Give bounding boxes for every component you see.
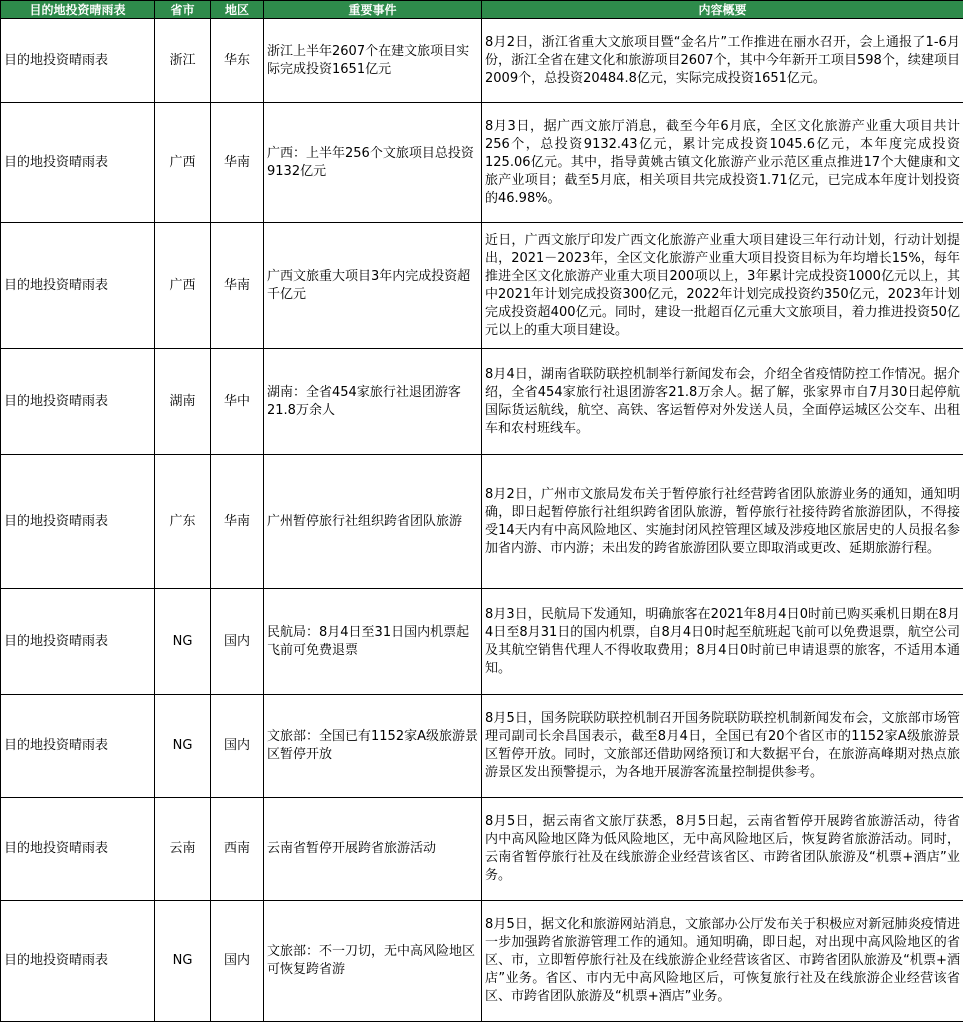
cell-summary: 8月3日，据广西文旅厅消息，截至今年6月底，全区文化旅游产业重大项目共计256个，总投资9132.43亿元，累计完成投资1045.6亿元，本年度完成投资125.06亿元。其中，指导黄姚古镇文化旅游产业示范区重点推进17个大健康和文旅产业项目；截至5月底，相关项目共完成投资1.71亿元，已完成本年度计划投资的46.98%。: [482, 103, 963, 223]
cell-province: 广东: [155, 455, 211, 589]
cell-event: 文旅部：全国已有1152家A级旅游景区暂停开放: [264, 695, 482, 798]
cell-region: 国内: [211, 901, 264, 1022]
cell-event: 广西文旅重大项目3年内完成投资超千亿元: [264, 223, 482, 349]
cell-summary: 8月5日，国务院联防联控机制召开国务院联防联控机制新闻发布会，文旅部市场管理司副司长余昌国表示，截至8月4日，全国已有20个省区市的1152家A级旅游景区暂停开放。同时，文旅部还借助网络预订和大数据平台，在旅游高峰期对热点旅游景区发出预警提示，为各地开展游客流量控制提供参考。: [482, 695, 963, 798]
cell-region: 西南: [211, 798, 264, 901]
cell-province: 湖南: [155, 349, 211, 455]
cell-province: 浙江: [155, 19, 211, 103]
table-row: [1, 103, 963, 223]
cell-region: 国内: [211, 695, 264, 798]
cell-event: 浙江上半年2607个在建文旅项目实际完成投资1651亿元: [264, 19, 482, 103]
table-row: [1, 19, 963, 103]
cell-region: 华中: [211, 349, 264, 455]
cell-category: 目的地投资晴雨表: [1, 695, 155, 798]
table-row: [1, 901, 963, 1022]
cell-event: 湖南：全省454家旅行社退团游客21.8万余人: [264, 349, 482, 455]
cell-summary: 8月2日，浙江省重大文旅项目暨“金名片”工作推进在丽水召开，会上通报了1-6月份，浙江全省在建文化和旅游项目2607个，其中今年新开工项目598个，续建项目2009个，总投资20484.8亿元，实际完成投资1651亿元。: [482, 19, 963, 103]
cell-region: 华南: [211, 455, 264, 589]
header-province: 省市: [155, 1, 211, 19]
cell-province: NG: [155, 695, 211, 798]
cell-summary: 8月5日，据云南省文旅厅获悉，8月5日起，云南省暂停开展跨省旅游活动，待省内中高风险地区降为低风险地区，无中高风险地区后，恢复跨省旅游活动。同时，云南省暂停旅行社及在线旅游企业经营该省区、市跨省团队旅游及“机票+酒店”业务。: [482, 798, 963, 901]
cell-category: 目的地投资晴雨表: [1, 223, 155, 349]
cell-province: 广西: [155, 103, 211, 223]
table-row: [1, 798, 963, 901]
cell-summary: 近日，广西文旅厅印发广西文化旅游产业重大项目建设三年行动计划，行动计划提出，2021－2023年，全区文化旅游产业重大项目投资目标为年均增长15%，每年推进全区文化旅游产业重大项目200项以上，3年累计完成投资1000亿元以上，其中2021年计划完成投资300亿元，2022年计划完成投资约350亿元，2023年计划完成投资超400亿元。同时，建设一批超百亿元重大文旅项目，着力推进投资50亿元以上的重大项目建设。: [482, 223, 963, 349]
cell-event: 广州暂停旅行社组织跨省团队旅游: [264, 455, 482, 589]
cell-summary: 8月5日，据文化和旅游网站消息，文旅部办公厅发布关于积极应对新冠肺炎疫情进一步加强跨省旅游管理工作的通知。通知明确，即日起，对出现中高风险地区的省区、市，立即暂停旅行社及在线旅游企业经营该省区、市跨省团队旅游及“机票+酒店”业务。省区、市内无中高风险地区后，可恢复旅行社及在线旅游企业经营该省区、市跨省团队旅游及“机票+酒店”业务。: [482, 901, 963, 1022]
cell-event: 云南省暂停开展跨省旅游活动: [264, 798, 482, 901]
header-category: 目的地投资晴雨表: [1, 1, 155, 19]
cell-summary: 8月3日，民航局下发通知，明确旅客在2021年8月4日0时前已购买乘机日期在8月4日至8月31日的国内机票，自8月4日0时起至航班起飞前可以免费退票，航空公司及其航空销售代理人不得收取费用；8月4日0时前已申请退票的旅客，不适用本通知。: [482, 589, 963, 695]
cell-summary: 8月2日，广州市文旅局发布关于暂停旅行社经营跨省团队旅游业务的通知，通知明确，即日起暂停旅行社组织跨省团队旅游，暂停旅行社接待跨省旅游团队，不得接受14天内有中高风险地区、实施封闭风控管理区域及涉疫地区旅居史的人员报名参加省内游、市内游；未出发的跨省旅游团队要立即取消或更改、延期旅游行程。: [482, 455, 963, 589]
cell-category: 目的地投资晴雨表: [1, 455, 155, 589]
header-event: 重要事件: [264, 1, 482, 19]
cell-province: 云南: [155, 798, 211, 901]
table-row: [1, 349, 963, 455]
cell-region: 华东: [211, 19, 264, 103]
cell-province: NG: [155, 589, 211, 695]
table-row: [1, 455, 963, 589]
cell-category: 目的地投资晴雨表: [1, 349, 155, 455]
cell-category: 目的地投资晴雨表: [1, 19, 155, 103]
cell-region: 华南: [211, 223, 264, 349]
cell-event: 民航局：8月4日至31日国内机票起飞前可免费退票: [264, 589, 482, 695]
table-row: [1, 695, 963, 798]
header-row: [1, 1, 963, 19]
cell-category: 目的地投资晴雨表: [1, 901, 155, 1022]
cell-event: 广西：上半年256个文旅项目总投资9132亿元: [264, 103, 482, 223]
header-region: 地区: [211, 1, 264, 19]
cell-event: 文旅部：不一刀切，无中高风险地区可恢复跨省游: [264, 901, 482, 1022]
cell-category: 目的地投资晴雨表: [1, 103, 155, 223]
table-row: [1, 223, 963, 349]
cell-region: 国内: [211, 589, 264, 695]
table-row: [1, 589, 963, 695]
cell-category: 目的地投资晴雨表: [1, 589, 155, 695]
cell-region: 华南: [211, 103, 264, 223]
header-summary: 内容概要: [482, 1, 963, 19]
cell-category: 目的地投资晴雨表: [1, 798, 155, 901]
cell-summary: 8月4日，湖南省联防联控机制举行新闻发布会，介绍全省疫情防控工作情况。据介绍，全省454家旅行社退团游客21.8万余人。据了解，张家界市自7月30日起停航国际货运航线，航空、高铁、客运暂停对外发送人员，全面停运城区公交车、出租车和农村班线车。: [482, 349, 963, 455]
cell-province: 广西: [155, 223, 211, 349]
cell-province: NG: [155, 901, 211, 1022]
